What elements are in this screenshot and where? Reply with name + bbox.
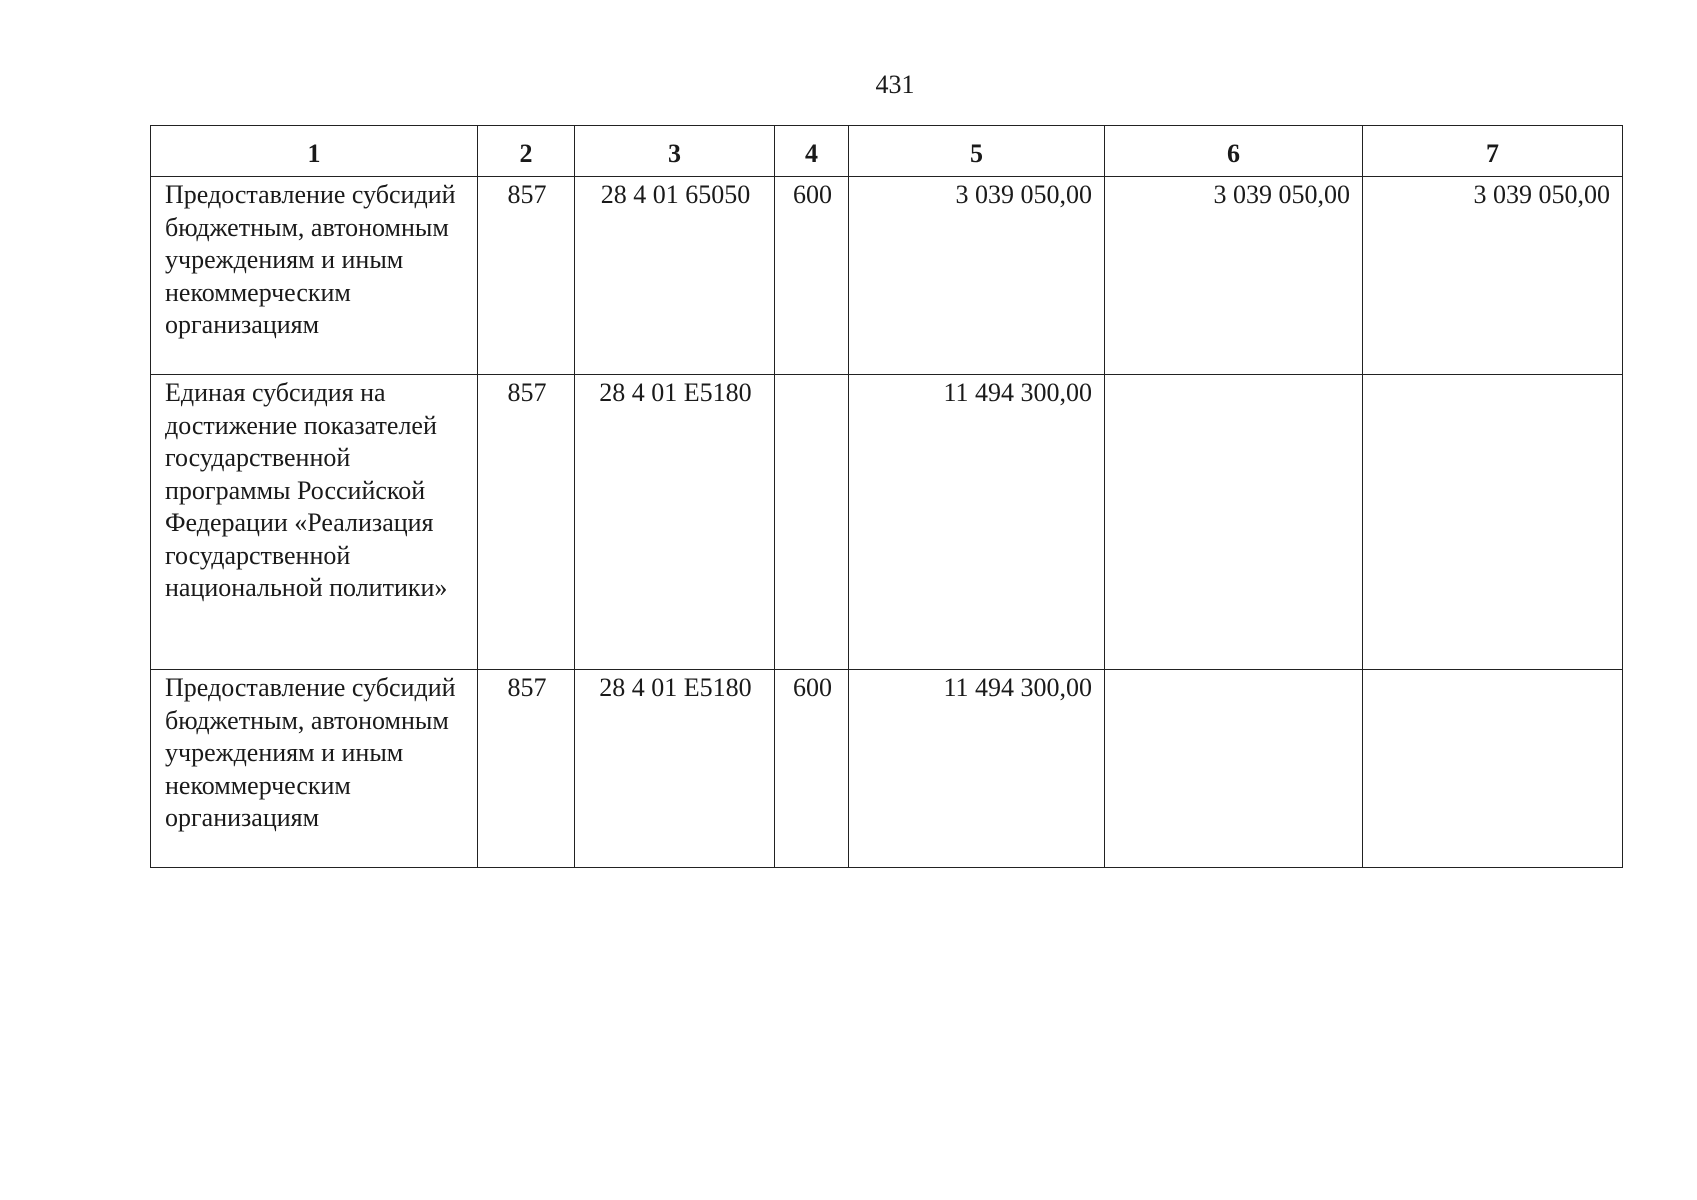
target-article-cell: 28 4 01 65050 <box>575 177 775 375</box>
budget-table <box>150 125 1623 868</box>
ministry-code-cell: 857 <box>478 670 575 868</box>
amount-col6-cell <box>1105 670 1363 868</box>
column-header-6: 6 <box>1105 126 1363 177</box>
column-header-7: 7 <box>1363 126 1623 177</box>
amount-col6-cell <box>1105 375 1363 670</box>
header-row <box>151 126 1623 177</box>
amount-col5-cell: 11 494 300,00 <box>849 670 1105 868</box>
column-header-3: 3 <box>575 126 775 177</box>
target-article-cell: 28 4 01 E5180 <box>575 375 775 670</box>
amount-col5-cell: 11 494 300,00 <box>849 375 1105 670</box>
expense-type-cell <box>775 375 849 670</box>
ministry-code-cell: 857 <box>478 375 575 670</box>
amount-col5-cell: 3 039 050,00 <box>849 177 1105 375</box>
row-name-cell: Предоставление субсидий бюджетным, автономным учреждениям и иным некоммерческим организациям <box>151 177 478 375</box>
column-header-2: 2 <box>478 126 575 177</box>
page-number: 431 <box>875 70 915 99</box>
amount-col7-cell: 3 039 050,00 <box>1363 177 1623 375</box>
row-name-cell: Предоставление субсидий бюджетным, автономным учреждениям и иным некоммерческим организациям <box>151 670 478 868</box>
expense-type-cell: 600 <box>775 670 849 868</box>
row-name-cell: Единая субсидия на достижение показателей государственной программы Российской Федерации «Реализация государственной национальной политики» <box>151 375 478 670</box>
expense-type-cell: 600 <box>775 177 849 375</box>
amount-col7-cell <box>1363 670 1623 868</box>
table-row <box>151 670 1623 868</box>
table-row <box>151 375 1623 670</box>
target-article-cell: 28 4 01 E5180 <box>575 670 775 868</box>
column-header-1: 1 <box>151 126 478 177</box>
amount-col7-cell <box>1363 375 1623 670</box>
amount-col6-cell: 3 039 050,00 <box>1105 177 1363 375</box>
column-header-5: 5 <box>849 126 1105 177</box>
ministry-code-cell: 857 <box>478 177 575 375</box>
column-header-4: 4 <box>775 126 849 177</box>
table-row <box>151 177 1623 375</box>
